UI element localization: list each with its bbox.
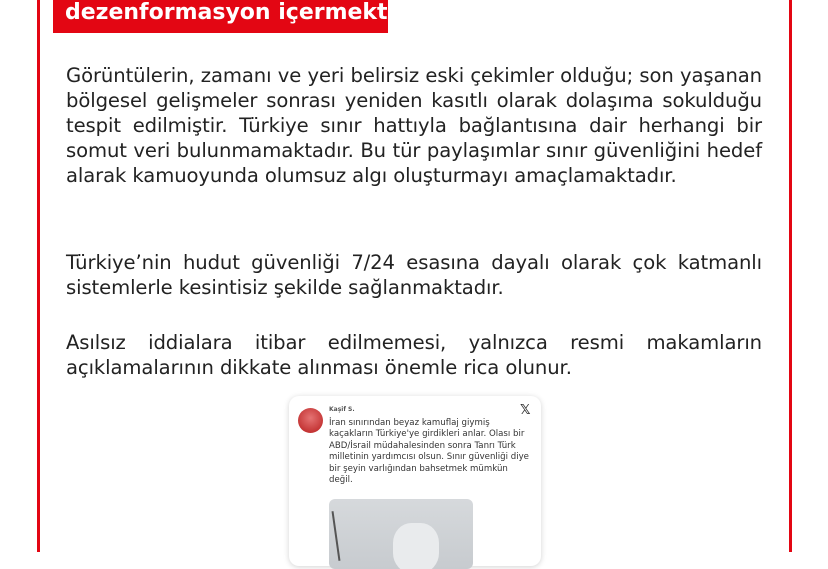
media-pole-shape [332, 511, 341, 561]
left-red-border [37, 0, 40, 552]
avatar [298, 408, 323, 433]
body-paragraph-1: Görüntülerin, zamanı ve yeri belirsiz eski çekimler olduğu; son yaşanan bölgesel gelişmeler sonrası yeniden kasıtlı olarak dolaşıma sokulduğu tespit edilmiştir. Türkiye sınır hattıyla bağlantısına dair herhangi bir somut veri bulunmamaktadır. Bu tür paylaşımlar sınır güvenliğini hedef alarak kamuoyunda olumsuz algı oluşturmayı amaçlamaktadır. [66, 64, 762, 187]
headline-banner: dezenformasyon içermektedir. [53, 0, 388, 33]
embedded-post-card [289, 396, 541, 566]
right-red-border [789, 0, 792, 552]
body-paragraph-3: Asılsız iddialara itibar edilmemesi, yalnızca resmi makamların açıklamalarının dikkate alınması önemle rica olunur. [66, 331, 762, 379]
x-logo-icon: 𝕏 [520, 403, 531, 418]
post-text: İran sınırından beyaz kamuflaj giymiş kaçakların Türkiye'ye girdikleri anlar. Olası bir ABD/İsrail müdahalesinden sonra Tanrı Türk milletinin yardımcısı olsun. Sınır güvenliği diye bir şeyin varlığından bahsetmek mümkün değil. [329, 418, 529, 486]
post-username: Kaşif S. [329, 406, 355, 413]
body-paragraph-2: Türkiye’nin hudut güvenliği 7/24 esasına dayalı olarak çok katmanlı sistemlerle kesintisiz şekilde sağlanmaktadır. [66, 251, 762, 299]
post-media-image [329, 499, 473, 569]
media-figure-shape [393, 523, 439, 569]
